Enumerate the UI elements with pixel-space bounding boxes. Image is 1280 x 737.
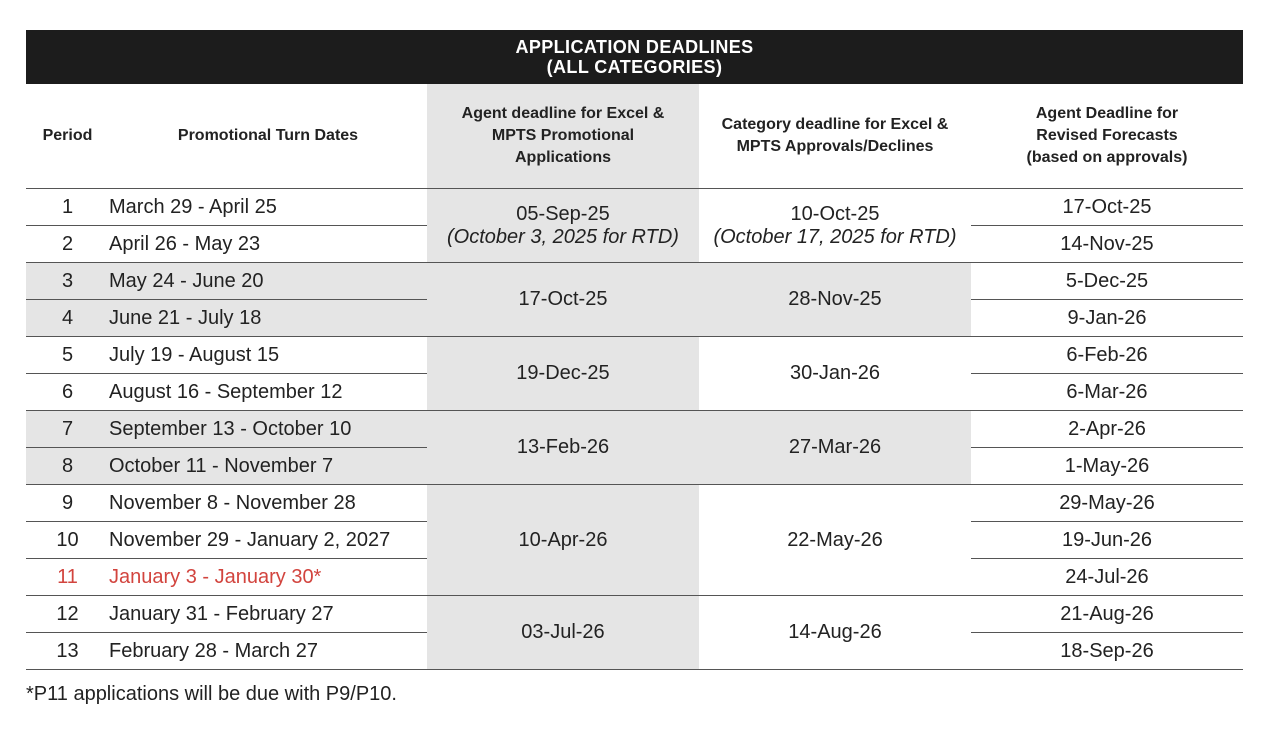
footnote: *P11 applications will be due with P9/P10. bbox=[26, 683, 397, 705]
forecast-cell: 19-Jun-26 bbox=[971, 522, 1243, 559]
agent-deadline-cell: 10-Apr-26 bbox=[427, 485, 699, 596]
deadlines-table bbox=[26, 84, 1243, 670]
header-category-deadline-text: Category deadline for Excel & MPTS Approvals/Declines bbox=[721, 116, 949, 155]
period-cell: 1 bbox=[26, 189, 109, 226]
header-revised-forecasts bbox=[971, 84, 1243, 189]
category-deadline-value: 10-Oct-25 bbox=[790, 202, 880, 225]
header-revised-forecasts-text: Agent Deadline for Revised Forecasts (based on approvals) bbox=[1026, 105, 1188, 166]
agent-deadline-cell: 03-Jul-26 bbox=[427, 596, 699, 670]
category-deadline-cell bbox=[699, 189, 971, 263]
period-cell: 8 bbox=[26, 448, 109, 485]
period-cell: 3 bbox=[26, 263, 109, 300]
table-row bbox=[26, 337, 1243, 374]
forecast-cell: 21-Aug-26 bbox=[971, 596, 1243, 633]
turn-dates-cell: January 31 - February 27 bbox=[109, 596, 427, 633]
turn-dates-cell: June 21 - July 18 bbox=[109, 300, 427, 337]
agent-deadline-cell: 19-Dec-25 bbox=[427, 337, 699, 411]
table-row bbox=[26, 411, 1243, 448]
turn-dates-cell: May 24 - June 20 bbox=[109, 263, 427, 300]
header-period: Period bbox=[26, 84, 109, 189]
turn-dates-cell: August 16 - September 12 bbox=[109, 374, 427, 411]
table-row bbox=[26, 596, 1243, 633]
turn-dates-cell: November 29 - January 2, 2027 bbox=[109, 522, 427, 559]
turn-dates-cell: February 28 - March 27 bbox=[109, 633, 427, 670]
turn-dates-cell: November 8 - November 28 bbox=[109, 485, 427, 522]
forecast-cell: 14-Nov-25 bbox=[971, 226, 1243, 263]
forecast-cell: 6-Mar-26 bbox=[971, 374, 1243, 411]
period-cell: 7 bbox=[26, 411, 109, 448]
agent-deadline-cell: 13-Feb-26 bbox=[427, 411, 699, 485]
period-cell: 12 bbox=[26, 596, 109, 633]
forecast-cell: 24-Jul-26 bbox=[971, 559, 1243, 596]
header-agent-deadline bbox=[427, 84, 699, 189]
agent-deadline-cell: 17-Oct-25 bbox=[427, 263, 699, 337]
title-line-2: (ALL CATEGORIES) bbox=[546, 57, 723, 77]
period-cell-highlighted: 11 bbox=[26, 559, 109, 596]
table-row bbox=[26, 263, 1243, 300]
forecast-cell: 5-Dec-25 bbox=[971, 263, 1243, 300]
agent-deadline-value: 05-Sep-25 bbox=[516, 202, 610, 225]
forecast-cell: 1-May-26 bbox=[971, 448, 1243, 485]
turn-dates-cell-highlighted: January 3 - January 30* bbox=[109, 559, 427, 596]
forecast-cell: 6-Feb-26 bbox=[971, 337, 1243, 374]
turn-dates-cell: April 26 - May 23 bbox=[109, 226, 427, 263]
table-row bbox=[26, 485, 1243, 522]
category-deadline-note: (October 17, 2025 for RTD) bbox=[713, 225, 957, 248]
header-turn-dates: Promotional Turn Dates bbox=[109, 84, 427, 189]
period-cell: 10 bbox=[26, 522, 109, 559]
agent-deadline-cell bbox=[427, 189, 699, 263]
period-cell: 13 bbox=[26, 633, 109, 670]
table-row bbox=[26, 189, 1243, 226]
category-deadline-cell: 27-Mar-26 bbox=[699, 411, 971, 485]
forecast-cell: 18-Sep-26 bbox=[971, 633, 1243, 670]
period-cell: 6 bbox=[26, 374, 109, 411]
category-deadline-cell: 14-Aug-26 bbox=[699, 596, 971, 670]
period-cell: 2 bbox=[26, 226, 109, 263]
forecast-cell: 9-Jan-26 bbox=[971, 300, 1243, 337]
forecast-cell: 2-Apr-26 bbox=[971, 411, 1243, 448]
period-cell: 9 bbox=[26, 485, 109, 522]
forecast-cell: 17-Oct-25 bbox=[971, 189, 1243, 226]
period-cell: 5 bbox=[26, 337, 109, 374]
category-deadline-cell: 28-Nov-25 bbox=[699, 263, 971, 337]
turn-dates-cell: September 13 - October 10 bbox=[109, 411, 427, 448]
category-deadline-cell: 30-Jan-26 bbox=[699, 337, 971, 411]
table-title bbox=[26, 30, 1243, 84]
header-category-deadline bbox=[699, 84, 971, 189]
turn-dates-cell: March 29 - April 25 bbox=[109, 189, 427, 226]
period-cell: 4 bbox=[26, 300, 109, 337]
title-line-1: APPLICATION DEADLINES bbox=[515, 37, 754, 57]
turn-dates-cell: October 11 - November 7 bbox=[109, 448, 427, 485]
category-deadline-cell: 22-May-26 bbox=[699, 485, 971, 596]
agent-deadline-note: (October 3, 2025 for RTD) bbox=[447, 225, 679, 248]
forecast-cell: 29-May-26 bbox=[971, 485, 1243, 522]
turn-dates-cell: July 19 - August 15 bbox=[109, 337, 427, 374]
header-agent-deadline-text: Agent deadline for Excel & MPTS Promotional Applications bbox=[461, 105, 665, 166]
